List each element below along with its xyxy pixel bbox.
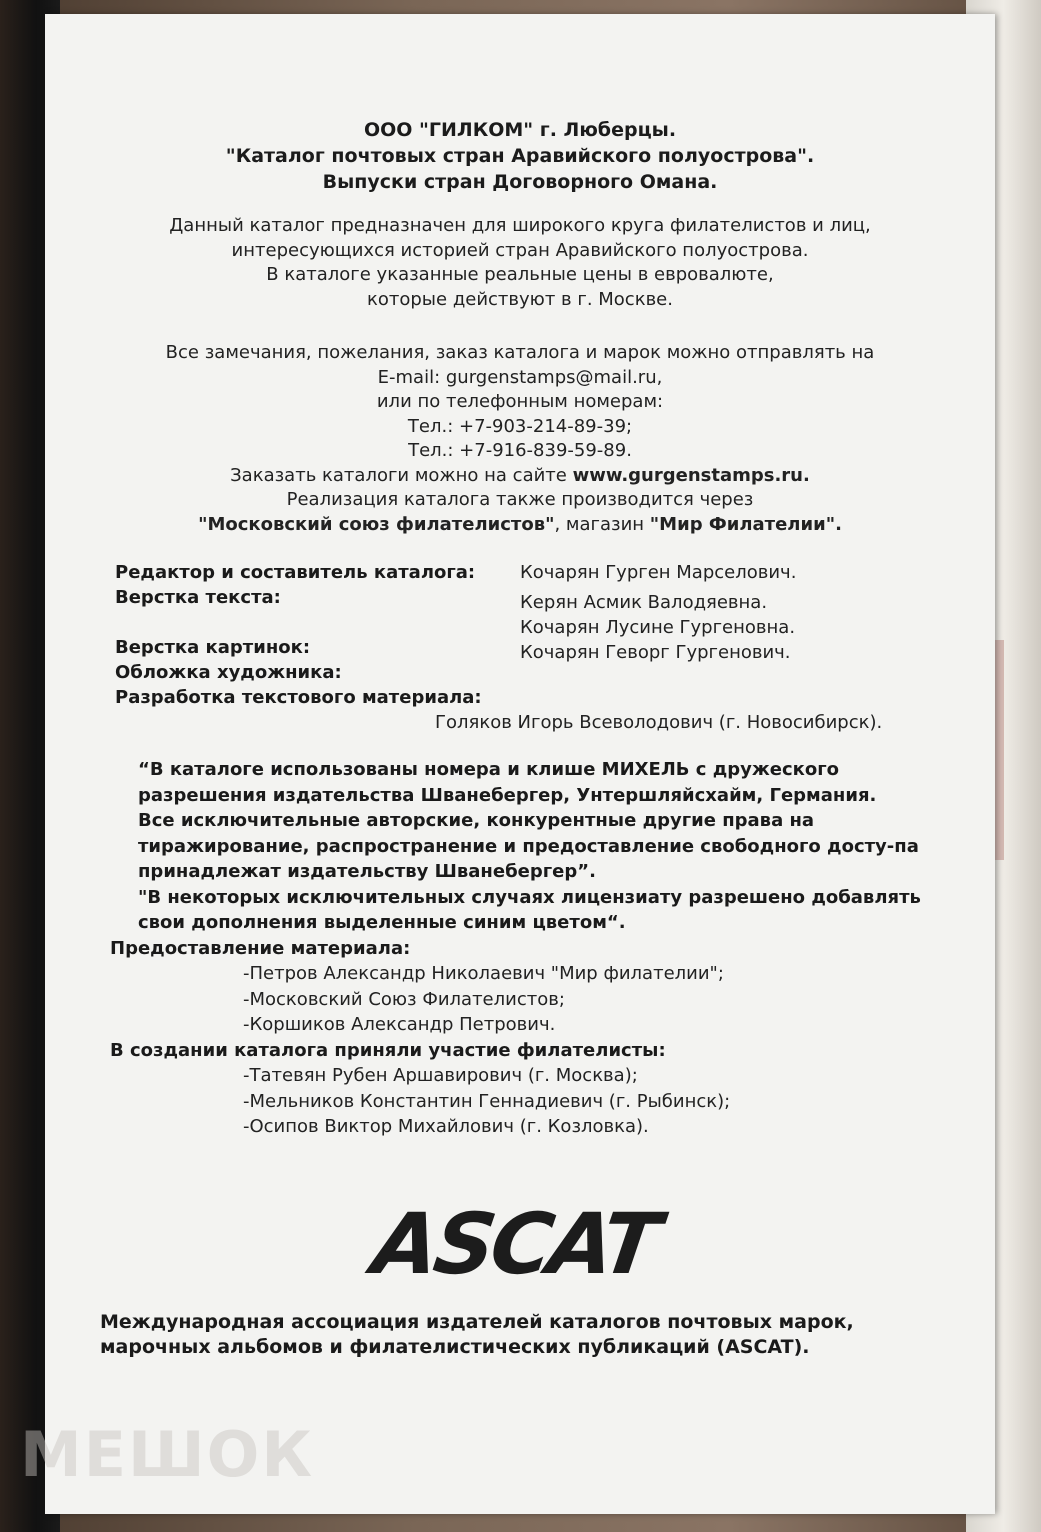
list-item: -Татевян Рубен Аршавирович (г. Москва); [243, 1065, 638, 1086]
shop-line [45, 513, 995, 538]
sales-line: Реализация каталога также производится через [286, 489, 754, 510]
header-line-2: "Каталог почтовых стран Аравийского полуострова". [225, 145, 815, 167]
list-item: -Коршиков Александр Петрович. [243, 1014, 556, 1035]
editor-value: Кочарян Гурген Марселович. [520, 562, 797, 583]
footer-line-2: марочных альбомов и филателистических публикаций (ASCAT). [100, 1336, 810, 1358]
contacts-block [45, 341, 995, 537]
list-item: -Петров Александр Николаевич "Мир филателии"; [243, 963, 724, 984]
editor-label: Редактор и составитель каталога: [115, 562, 476, 583]
materials-list [110, 961, 940, 1038]
credits-table [115, 562, 935, 737]
email-text: E-mail: gurgenstamps@mail.ru, [377, 366, 663, 388]
shop-name: "Мир Филателии". [649, 513, 842, 535]
credit-row-editor [115, 562, 935, 587]
layout-pictures-value: Кочарян Геворг Гургенович. [520, 642, 791, 663]
cover-label: Обложка художника: [115, 662, 342, 683]
list-item: -Осипов Виктор Михайлович (г. Козловка). [243, 1116, 649, 1137]
layout-text-value: Керян Асмик Валодяевна. [520, 592, 768, 613]
publisher-header [45, 117, 995, 195]
intro-line: В каталоге указанные реальные цены в евровалюте, [266, 264, 774, 285]
ascat-logo-text: ASCAT [367, 1195, 663, 1293]
website-url: www.gurgenstamps.ru. [572, 464, 810, 486]
credit-row-text-material [115, 687, 935, 712]
intro-line: Данный каталог предназначен для широкого круга филателистов и лиц, [169, 215, 871, 236]
contacts-intro: Все замечания, пожелания, заказ каталога и марок можно отправлять на [165, 342, 875, 363]
copyright-notice [110, 757, 940, 1140]
participants-label: В создании каталога приняли участие филателисты: [110, 1039, 666, 1061]
credit-row-layout-pictures [115, 637, 935, 662]
intro-paragraph [45, 214, 995, 312]
credit-row-text-material-value [115, 712, 935, 737]
phones-intro: или по телефонным номерам: [376, 391, 664, 412]
list-item: -Московский Союз Филателистов; [243, 988, 565, 1010]
layout-pictures-label: Верстка картинок: [115, 637, 311, 658]
text-material-value: Голяков Игорь Всеволодович (г. Новосибирск). [435, 712, 883, 733]
header-line-3: Выпуски стран Договорного Омана. [322, 171, 718, 193]
credit-row-cover [115, 662, 935, 687]
notice-paragraph-1: “В каталоге использованы номера и клише МИХЕЛЬ с дружеского разрешения издательства Шванебергер, Унтершляйсхайм, Германия. [138, 759, 877, 806]
phone-2: Тел.: +7-916-839-59-89. [408, 440, 632, 461]
ascat-logo [367, 1194, 663, 1294]
intro-line: которые действуют в г. Москве. [367, 288, 673, 310]
notice-paragraph-3: "В некоторых исключительных случаях лицензиату разрешено добавлять свои дополнения выделенные синим цветом“. [138, 886, 921, 933]
website-prefix: Заказать каталоги можно на сайте [230, 464, 567, 486]
footer-ascat [100, 1310, 930, 1360]
footer-line-1: Международная ассоциация издателей каталогов почтовых марок, [100, 1311, 854, 1333]
website-line [45, 464, 995, 489]
shop-prefix: , магазин [554, 513, 645, 535]
notice-paragraph-2: Все исключительные авторские, конкурентные другие права на тиражирование, распространение и предоставление свободного досту-па принадлежат издательству Шванебергер”. [138, 810, 919, 882]
credit-row-blank [115, 612, 935, 637]
watermark: МЕШОК [20, 1418, 315, 1491]
union-name: "Московский союз филателистов" [198, 513, 555, 535]
credit-row-layout-text [115, 587, 935, 612]
catalog-page [45, 14, 995, 1514]
phone-1: Тел.: +7-903-214-89-39; [407, 415, 633, 437]
list-item: -Мельников Константин Геннадиевич (г. Рыбинск); [243, 1090, 731, 1112]
materials-label: Предоставление материала: [110, 937, 411, 959]
layout-extra-value: Кочарян Лусине Гургеновна. [520, 617, 796, 638]
text-material-label: Разработка текстового материала: [115, 687, 482, 708]
participants-list [110, 1063, 940, 1140]
intro-line: интересующихся историей стран Аравийского полуострова. [231, 239, 809, 261]
header-line-1: ООО "ГИЛКОМ" г. Люберцы. [363, 119, 677, 141]
layout-text-label: Верстка текста: [115, 587, 281, 608]
